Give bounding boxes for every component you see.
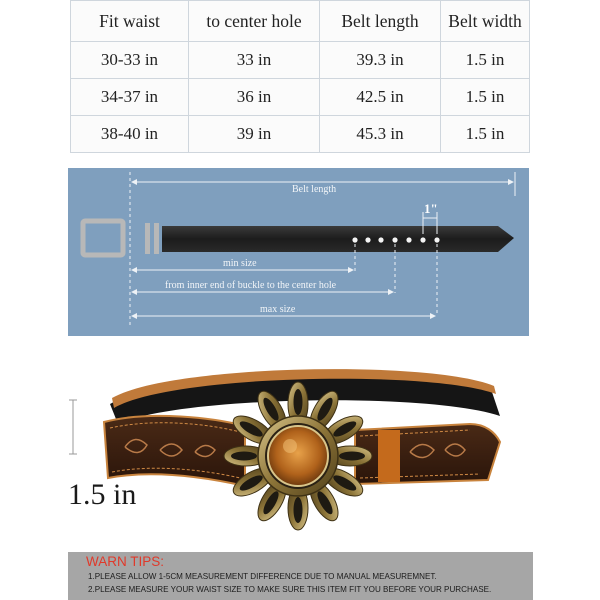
belt-strap [162,226,514,252]
belt-width-label: 1.5 in [68,478,137,511]
sunflower-buckle [224,382,372,530]
table-cell: 1.5 in [441,79,530,116]
hole-spacing-label: 1" [424,201,438,216]
header-belt-width: Belt width [441,1,530,42]
buckle-frame [83,221,123,255]
table-row [71,116,530,153]
header-belt-length: Belt length [320,1,441,42]
table-row [71,42,530,79]
belt-length-label: Belt length [292,184,337,195]
table-cell: 38-40 in [71,116,189,153]
table-cell: 34-37 in [71,79,189,116]
table-cell: 30-33 in [71,42,189,79]
warning-title: WARN TIPS: [86,554,165,569]
max-size-label: max size [260,304,296,315]
table-cell: 39.3 in [320,42,441,79]
size-chart-table [70,0,530,153]
min-size-label: min size [223,258,257,269]
size-table-header-row [71,1,530,42]
table-cell: 1.5 in [441,42,530,79]
center-hole-label: from inner end of buckle to the center hole [165,280,337,291]
table-cell: 39 in [189,116,320,153]
table-cell: 33 in [189,42,320,79]
header-fit-waist: Fit waist [71,1,189,42]
table-cell: 42.5 in [320,79,441,116]
warning-tips-panel [68,552,533,600]
belt-measurement-diagram [68,168,529,336]
belt-product-photo [0,352,600,552]
belt-photo-graphic [0,352,600,552]
header-center-hole: to center hole [189,1,320,42]
warning-line-1: 1.PLEASE ALLOW 1-5CM MEASUREMENT DIFFERENCE DUE TO MANUAL MEASUREMNET. [88,572,437,581]
table-cell: 1.5 in [441,116,530,153]
table-cell: 36 in [189,79,320,116]
table-row [71,79,530,116]
warning-line-2: 2.PLEASE MEASURE YOUR WAIST SIZE TO MAKE SURE THIS ITEM FIT YOU BEFORE YOUR PURCHASE. [88,585,492,594]
table-cell: 45.3 in [320,116,441,153]
